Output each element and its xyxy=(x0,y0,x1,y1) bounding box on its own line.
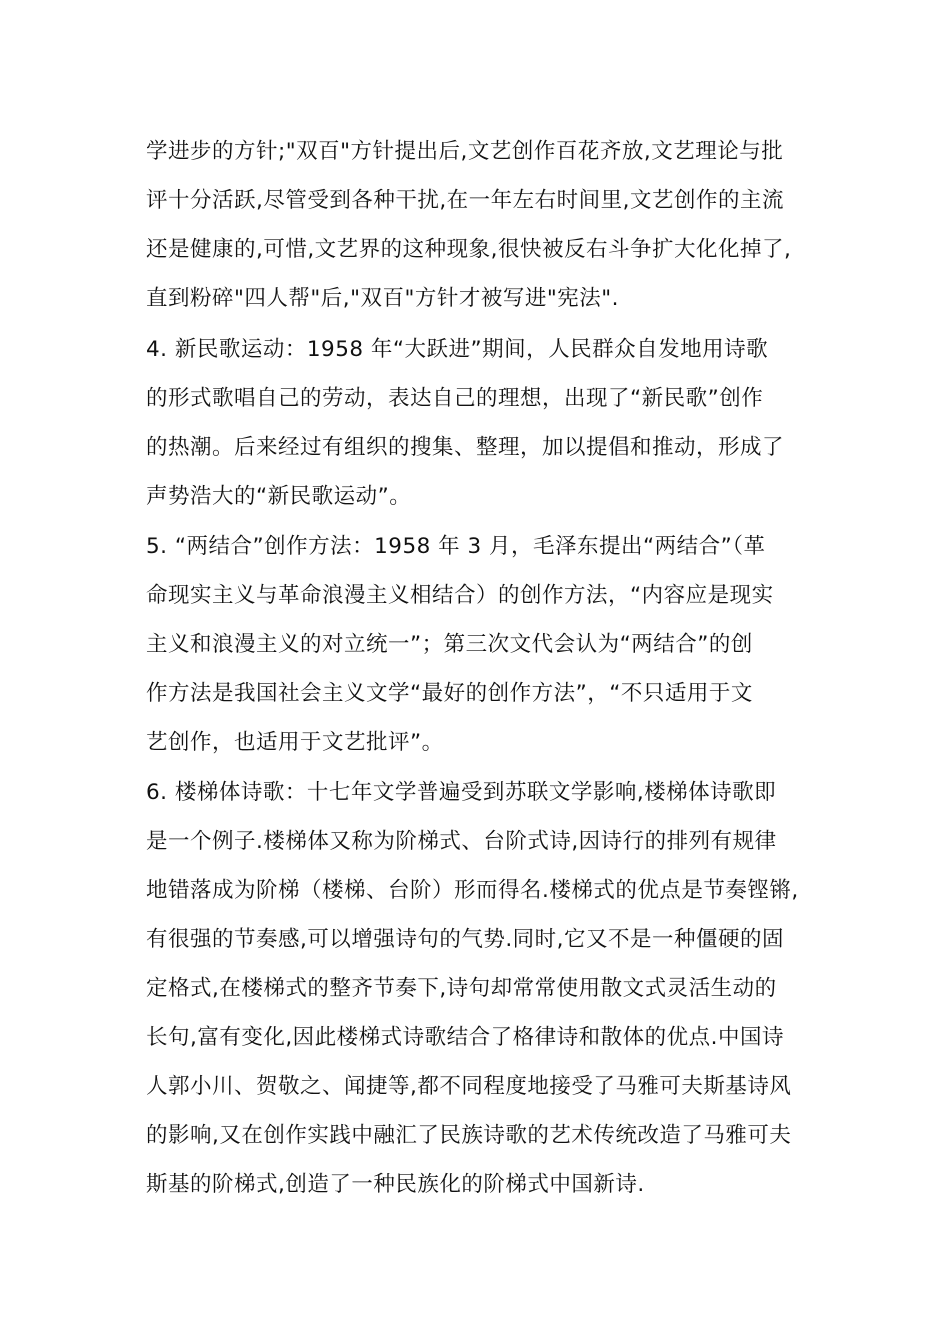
text-line: 主义和浪漫主义的对立统一”；第三次文代会认为“两结合”的创 xyxy=(146,632,753,657)
text-line: 地错落成为阶梯（楼梯、台阶）形而得名.楼梯式的优点是节奏铿锵, xyxy=(146,878,799,903)
text-line: 的影响,又在创作实践中融汇了民族诗歌的艺术传统改造了马雅可夫 xyxy=(146,1123,792,1148)
text-line: 是一个例子.楼梯体又称为阶梯式、台阶式诗,因诗行的排列有规律 xyxy=(146,829,777,854)
text-line: 艺创作，也适用于文艺批评”。 xyxy=(146,730,444,755)
text-line: 直到粉碎"四人帮"后,"双百"方针才被写进"宪法". xyxy=(146,286,620,311)
text-line: 斯基的阶梯式,创造了一种民族化的阶梯式中国新诗. xyxy=(146,1172,645,1197)
text-line: 评十分活跃,尽管受到各种干扰,在一年左右时间里,文艺创作的主流 xyxy=(146,188,785,213)
text-line: 声势浩大的“新民歌运动”。 xyxy=(146,484,412,509)
text-line: 的热潮。后来经过有组织的搜集、整理，加以提倡和推动，形成了 xyxy=(146,435,785,460)
text-line: 学进步的方针;"双百"方针提出后,文艺创作百花齐放,文艺理论与批 xyxy=(146,139,784,164)
list-item-5-heading-line: 5. “两结合”创作方法：1958 年 3 月，毛泽东提出“两结合”（革 xyxy=(146,534,766,559)
list-item-6-heading-line: 6. 楼梯体诗歌：十七年文学普遍受到苏联文学影响,楼梯体诗歌即 xyxy=(146,780,777,805)
text-line: 有很强的节奏感,可以增强诗句的气势.同时,它又不是一种僵硬的固 xyxy=(146,927,785,952)
text-line: 作方法是我国社会主义文学“最好的创作方法”，“不只适用于文 xyxy=(146,681,753,706)
text-line: 定格式,在楼梯式的整齐节奏下,诗句却常常使用散文式灵活生动的 xyxy=(146,976,777,1001)
text-line: 人郭小川、贺敬之、闻捷等,都不同程度地接受了马雅可夫斯基诗风 xyxy=(146,1074,792,1099)
text-line: 还是健康的,可惜,文艺界的这种现象,很快被反右斗争扩大化化掉了, xyxy=(146,237,792,262)
text-line: 命现实主义与革命浪漫主义相结合）的创作方法，“内容应是现实 xyxy=(146,583,774,608)
text-line: 长句,富有变化,因此楼梯式诗歌结合了格律诗和散体的优点.中国诗 xyxy=(146,1025,785,1050)
list-item-4-heading-line: 4. 新民歌运动：1958 年“大跃进”期间，人民群众自发地用诗歌 xyxy=(146,337,769,362)
text-line: 的形式歌唱自己的劳动，表达自己的理想，出现了“新民歌”创作 xyxy=(146,386,764,411)
